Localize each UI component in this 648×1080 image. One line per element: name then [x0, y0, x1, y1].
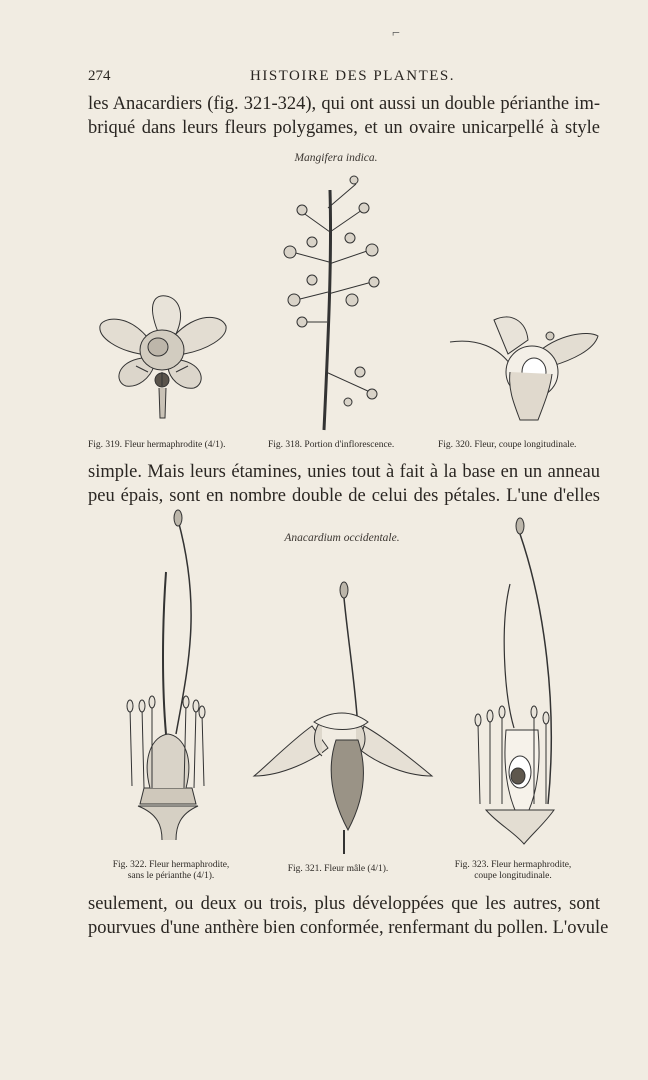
text-line: briqué dans leurs fleurs polygames, et un ovaire unicarpellé à style: [88, 118, 600, 138]
figure-320-section-illustration: [448, 314, 600, 422]
species-name-mangifera: Mangifera indica.: [294, 152, 378, 164]
figure-323-section-illustration: [474, 514, 560, 858]
paragraph-1: [88, 92, 600, 140]
species-name-anacardium: Anacardium occidentale.: [284, 532, 400, 544]
figure-319-flower-illustration: [96, 292, 231, 422]
caption-fig-323-line1: Fig. 323. Fleur hermaphrodite,: [454, 860, 572, 870]
margin-mark: ⌐: [392, 26, 400, 41]
text-line: seulement, ou deux ou trois, plus développées que les autres, sont: [88, 894, 600, 914]
caption-fig-318: Fig. 318. Portion d'inflorescence.: [268, 440, 395, 450]
caption-fig-323: [434, 860, 592, 882]
text-line: peu épais, sont en nombre double de celui des pétales. L'une d'elles: [88, 486, 600, 506]
caption-fig-320: Fig. 320. Fleur, coupe longitudinale.: [438, 440, 577, 450]
caption-fig-319: Fig. 319. Fleur hermaphrodite (4/1).: [88, 440, 226, 450]
caption-fig-322-line2: sans le périanthe (4/1).: [127, 871, 215, 881]
text-line: pourvues d'une anthère bien conformée, renfermant du pollen. L'ovule: [88, 918, 609, 938]
text-line: les Anacardiers (fig. 321-324), qui ont aussi un double périanthe im-: [88, 94, 600, 114]
caption-fig-323-line2: coupe longitudinale.: [474, 871, 552, 881]
paragraph-2: [88, 460, 600, 508]
text-line: simple. Mais leurs étamines, unies tout à fait à la base en un anneau: [88, 462, 600, 482]
paragraph-3: [88, 892, 609, 940]
caption-fig-322: [92, 860, 250, 882]
book-title: HISTOIRE DES PLANTES.: [250, 68, 455, 84]
page-number: 274: [88, 68, 111, 84]
figure-318-inflorescence-illustration: [272, 172, 402, 434]
caption-fig-322-line1: Fig. 322. Fleur hermaphrodite,: [112, 860, 230, 870]
running-head: [88, 68, 600, 88]
figure-322-flower-illustration: [122, 508, 214, 854]
figure-321-flower-illustration: [252, 580, 434, 856]
caption-fig-321: Fig. 321. Fleur mâle (4/1).: [287, 864, 389, 874]
